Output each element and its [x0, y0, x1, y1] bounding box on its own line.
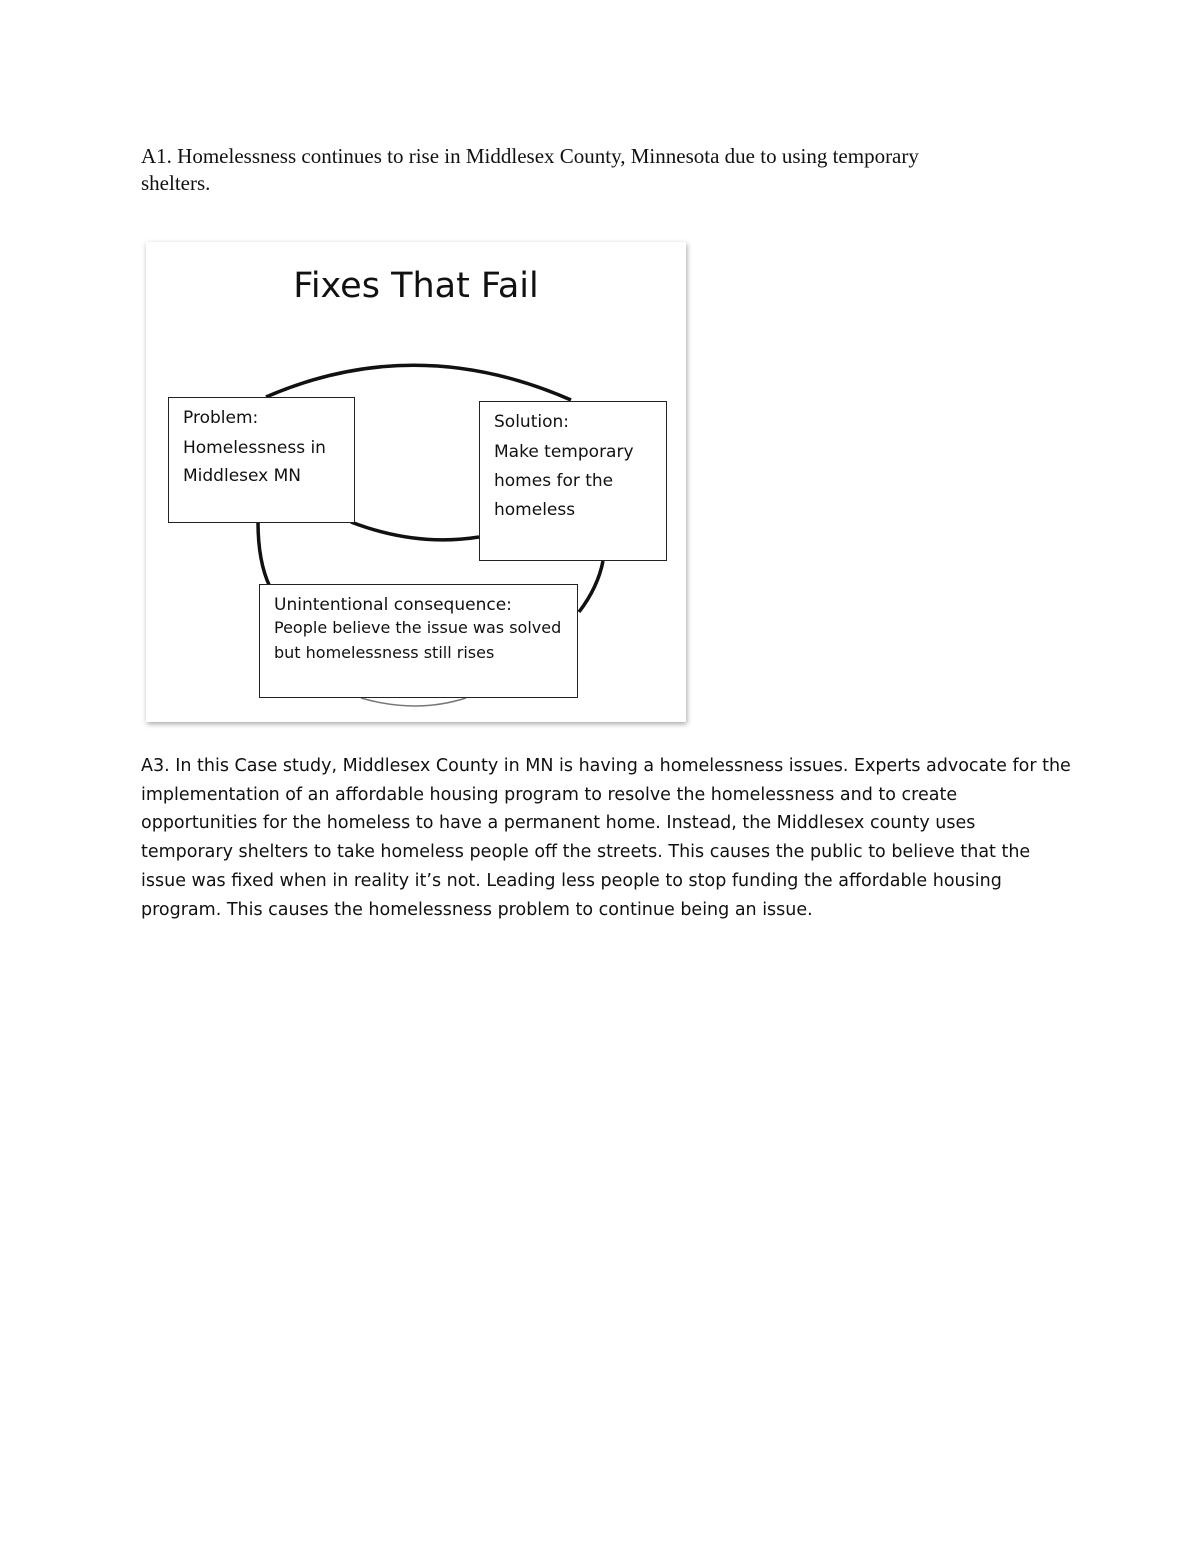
- solution-heading: Solution:: [494, 412, 569, 432]
- consequence-body: People believe the issue was solved but homelessness still rises: [274, 618, 562, 662]
- left-loop-arc: [258, 522, 270, 587]
- problem-box: [168, 397, 355, 523]
- right-loop-arc: [579, 561, 603, 612]
- diagram-title: Fixes That Fail: [293, 266, 539, 306]
- a1-paragraph: A1. Homelessness continues to rise in Middlesex County, Minnesota due to using temporary shelters.: [141, 144, 919, 195]
- middle-loop-arc: [351, 522, 479, 540]
- a3-paragraph: A3. In this Case study, Middlesex County in MN is having a homelessness issues. Experts advocate for the implementation of an affordable housing program to resolve the homelessness and to create opportunities for the homeless to have a permanent home. Instead, the Middlesex county uses temporary shelters to take homeless people off the streets. This causes the public to believe that the issue was fixed when in reality it’s not. Leading less people to stop funding the affordable housing program. This causes the homelessness problem to continue being an issue.: [141, 756, 1071, 920]
- fixes-that-fail-diagram: [146, 242, 686, 722]
- problem-body: Homelessness in Middlesex MN: [183, 438, 326, 486]
- solution-box: [479, 401, 667, 561]
- consequence-heading: Unintentional consequence:: [274, 595, 512, 615]
- consequence-box: [259, 584, 578, 698]
- bottom-loop-arc: [361, 698, 466, 706]
- upper-loop-arc: [266, 365, 571, 400]
- solution-body: Make temporary homes for the homeless: [494, 442, 634, 520]
- problem-heading: Problem:: [183, 408, 259, 428]
